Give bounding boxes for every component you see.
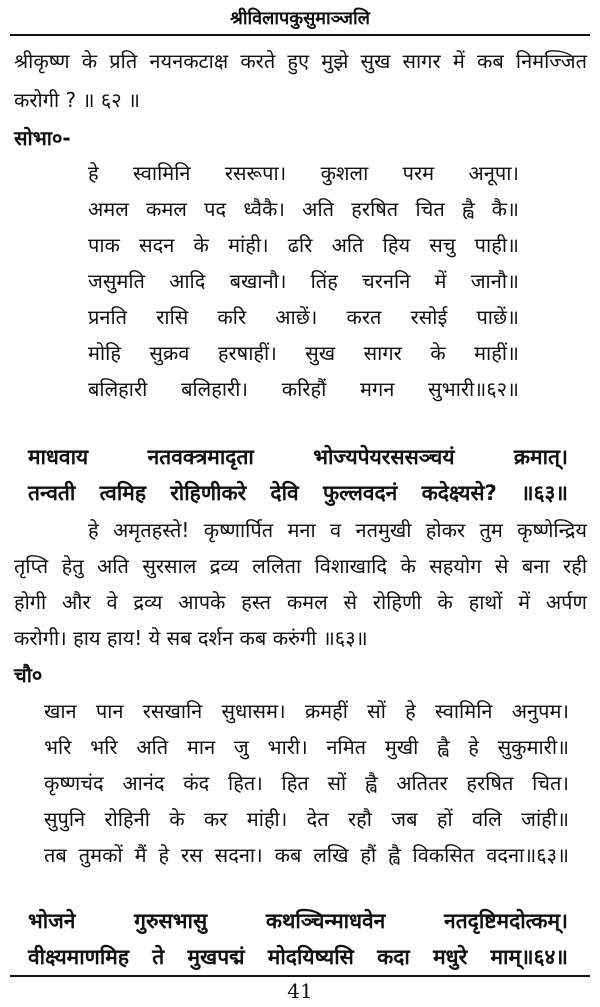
page-number: 41 — [287, 979, 313, 1003]
verse-line: जसुमति आदि बखानौ। तिंह चरननि में जानौ॥ — [88, 269, 519, 293]
page-header — [0, 0, 600, 36]
verse-line: मोहि सुक्रव हरषाहीं। सुख सागर के माहीं॥ — [88, 341, 519, 365]
running-title: श्रीविलापकुसुमाञ्जलि — [230, 8, 370, 29]
verse-line: भरि भरि अति मान जु भारी। नमित मुखी ह्वै हे सुकुमारी॥ — [44, 735, 569, 759]
verse-line: कृष्णचंद आनंद कंद हित। हित सों ह्वै अतितर हरषित चित। — [44, 771, 569, 795]
verse-line: तब तुमकों मैं हे रस सदना। कब लखि हौं ह्वै विकसित वदना॥६३॥ — [44, 843, 569, 867]
translation-63-line-2: तृप्ति हेतु अति सुरसाल द्रव्य ललिता विशाखादि के सहयोग से बना रही — [14, 554, 587, 578]
section-heading-sobha: सोभा०- — [14, 126, 71, 150]
shloka-63-line-2: तन्वती त्वमिह रोहिणीकरे देवि फुल्लवदनं कदेक्ष्यसे? ॥६३॥ — [28, 481, 568, 505]
intro-line-1: श्रीकृष्ण के प्रति नयनकटाक्ष करते हुए मुझे सुख सागर में कब निमज्जित — [14, 49, 587, 73]
translation-63-line-1: हे अमृतहस्ते! कृष्णार्पित मना व नतमुखी होकर तुम कृष्णेन्द्रिय — [88, 518, 587, 542]
translation-63-line-4: करोगी। हाय हाय! ये सब दर्शन कब करुंगी ॥६३॥ — [14, 626, 368, 650]
verse-line: बलिहारी बलिहारी। करिहौं मगन सुभारी॥६२॥ — [88, 377, 519, 401]
verse-line: हे स्वामिनि रसरूपा। कुशला परम अनूपा। — [88, 161, 519, 185]
verse-line: अमल कमल पद ध्वैकै। अति हरषित चित ह्वै कै॥ — [88, 197, 519, 221]
shloka-64-line-2: वीक्ष्यमाणमिह ते मुखपद्मं मोदयिष्यसि कदा मधुरे माम्॥६४॥ — [28, 945, 568, 969]
header-rule — [10, 34, 590, 36]
translation-63-line-3: होगी और वे द्रव्य आपके हस्त कमल से रोहिणी के हाथों में अर्पण — [14, 590, 587, 614]
section-heading-chau: चौ० — [14, 663, 43, 687]
shloka-64-line-1: भोजने गुरुसभासु कथञ्चिन्माधवेन नतदृष्टिमदोत्कम्। — [28, 909, 568, 933]
intro-line-2: करोगी ? ॥ ६२ ॥ — [14, 88, 140, 112]
shloka-63-line-1: माधवाय नतवक्त्रमादृता भोज्यपेयरससञ्चयं क्रमात्। — [28, 445, 568, 469]
footer-rule — [10, 975, 590, 977]
verse-line: सुपुनि रोहिनी के कर मांही। देत रहौ जब हों वलि जांही॥ — [44, 807, 569, 831]
verse-line: पाक सदन के मांही। ढरि अति हिय सचु पाही॥ — [88, 233, 519, 257]
verse-line: खान पान रसखानि सुधासम। क्रमहीं सों हे स्वामिनि अनुपम। — [44, 699, 569, 723]
verse-line: प्रनति रासि करि आछें। करत रसोई पाछें॥ — [88, 305, 519, 329]
